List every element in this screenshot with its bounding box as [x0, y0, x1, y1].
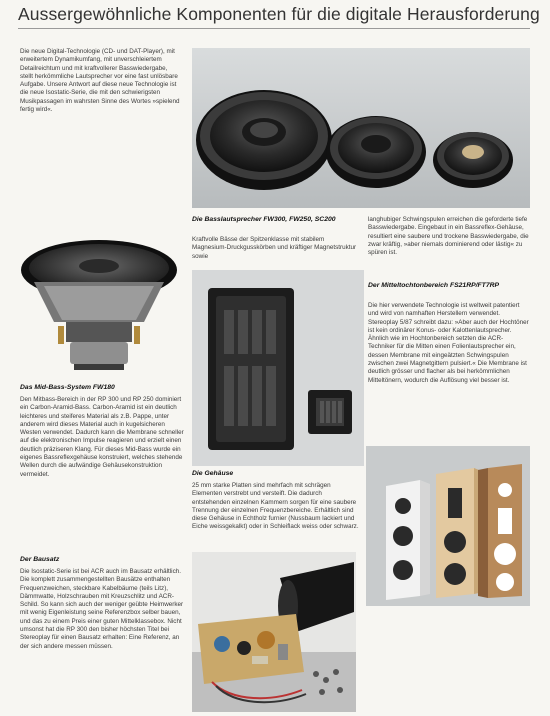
tweeter-text: Die hier verwendete Technologie ist weltweit patentiert und wird von namhaften Herstellern verwendet. Stereoplay 5/87 schreibt dazu: »Aber auch der Hochtöner ist kein ordinärer Konus- oder Kalottenlautsprecher. Ähnlich wie im Hochtonbereich setzten die ACR-Techniker für die Mitten einen Folienlautsprecher ein, dessen Membrane mit eingeätzten Schwingspulen zwischen zwei Magnetgittern pulsiert.« Die Membrane ist deutlich grösser und flacher als bei herkömmlichen Mitteltönern, wodurch die Auflösung viel besser ist.	[368, 302, 529, 384]
kit-heading: Der Bausatz	[20, 556, 60, 563]
speaker-cabinets-photo	[366, 446, 530, 606]
kit-components-photo	[192, 552, 356, 712]
midbass-driver-photo	[14, 230, 184, 378]
midbass-heading: Das Mid-Bass-System FW180	[20, 384, 115, 391]
intro-text: Die neue Digital-Technologie (CD- und DAT-Player), mit erweitertem Dynamikumfang, mit unverschleiertem Detailreichtum und mit kraftvollerer Basswiedergabe, stellt herkömmliche Lautsprecher vor eine fast unlösbare Aufgabe. Unsere Antwort auf diese neue Technologie ist die neue Isostatic-Serie, die mit den schwierigsten Musikpassagen im wahrsten Sinne des Wortes »spielend fertig wird«.	[20, 48, 180, 114]
bass-drivers-photo	[192, 48, 530, 208]
housing-text: 25 mm starke Platten sind mehrfach mit schrägen Elementen verstrebt und versteift. Die dadurch entstehenden einzelnen Kammern sorgen für eine saubere Trennung der einzelnen Frequenzbereiche. Erhältlich sind diese Gehäuse in Echtholz furnier (Nussbaum lackiert und Eiche weissgekalkt) oder in Schleiflack weiss oder schwarz.	[192, 482, 359, 531]
housing-heading: Die Gehäuse	[192, 470, 234, 477]
midbass-text: Den Mitbass-Bereich in der RP 300 und RP 250 dominiert ein Carbon-Aramid-Bass. Carbon-Aramid ist ein deutlich leichteres und steiferes Material als z.B. Pappe, unter anderem wird dieses Material auch in kugelsicheren Westen verwendet. Dadurch kann die Membrane schneller auf die elektronischen Impulse reagieren und erzielt einen deutlich präziseren Klang. Für dieses Mid-Bass wurde ein eigenes Bassreflexgehäuse konstruiert, welches stehende Wellen durch die aufwändige Gehäusekonstruktion vermeidet.	[20, 396, 184, 478]
ribbon-tweeter-photo	[192, 270, 364, 466]
bass-heading: Die Basslautsprecher FW300, FW250, SC200	[192, 216, 336, 223]
title-rule	[18, 28, 530, 29]
bass-text-continued: langhubiger Schwingspulen erreichen die geforderte tiefe Basswiedergabe. Eingebaut in ein Bassreflex-Gehäuse, resultiert eine saubere und trockene Basswiedergabe, die zwar kräftig, »aber niemals dominierend oder lästig« zu spüren ist.	[368, 216, 529, 257]
kit-text: Die Isostatic-Serie ist bei ACR auch im Bausatz erhältlich. Die komplett zusammengestellten Bausätze enthalten Frequenzweichen, steckbare Kabelbäume (teils Litz), Dämmwatte, Holzschrauben mit Kreuzschlitz und ACR-Schild. So kann sich auch der weniger geübte Heimwerker mit wenig Eigenleistung seine Referenzbox selber bauen, und das zu einem Preis einer guten Mittelklassebox. Nicht umsonst hat die RP 300 den bisher höchsten Titel bei Stereoplay für einen Bausatz erhalten: Eine Referenz, an der sich andere messen müssen.	[20, 568, 184, 650]
bass-text: Kraftvolle Bässe der Spitzenklasse mit stabilem Magnesium-Druckgusskörben und kräftiger Magnetstruktur sowie	[192, 236, 357, 260]
tweeter-heading: Der Mitteltochtonbereich FS21RP/FT7RP	[368, 282, 500, 289]
page-title: Aussergewöhnliche Komponenten für die digitale Herausforderung	[18, 4, 540, 24]
